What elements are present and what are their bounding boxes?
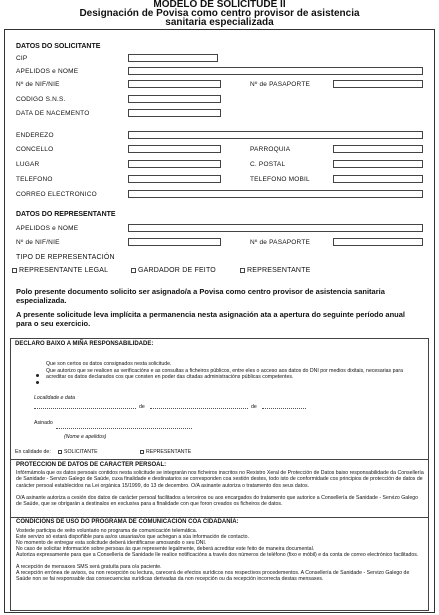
gardador-label: GARDADOR DE FEITO [138,267,216,274]
concello-label: CONCELLO [16,146,54,153]
apelidos-field[interactable] [128,67,423,75]
representante-legal-label: REPRESENTANTE LEGAL [19,267,109,274]
proteccion-cesion-text: O/A asinante autoriza a cesión dos datos de carácter persoal facilitados a terceiros ou aos encargados do tratamento que autorice a Consellería de Sanidade - Servizo Galego de Saúde, que se obrigarán a destinalos en exclusiva para a finalidade con que foron creados os ficheiros de datos. [16,495,418,508]
de-label-2: de [251,404,257,410]
cip-label: CIP [16,55,28,62]
rep-apelidos-label: APELIDOS e NOME [16,225,79,232]
condicion-3: No momento de entregar esta solicitude deberá identificarse amosando o seu DNI. [16,540,207,546]
representante-legal-checkbox[interactable] [12,268,17,273]
condicion-4: No caso de solicitar información sobre persoas ás que represente legalmente, deberá acreditar este feito de maneira documental. [16,546,315,552]
calidade-solicitante-checkbox[interactable] [58,450,62,454]
representante-section-title: DATOS DO REPRESENTANTE [16,211,116,218]
calidade-representante-label: REPRESENTANTE [146,449,192,455]
postal-label: C. POSTAL [250,161,286,168]
calidade-solicitante-label: SOLICITANTE [64,449,98,455]
mes-line[interactable] [150,408,248,409]
rep-pasaporte-label: Nº de PASAPORTE [250,239,311,246]
enderezo-field[interactable] [128,131,423,139]
calidade-representante-checkbox[interactable] [140,450,144,454]
representante-label: REPRESENTANTE [247,267,311,274]
proteccion-text: Infórmámola que os datos persoais contidos nesta solicitude se integrarán nos ficheiros inscritos no Rexistro Xeral de Protección de Datos baixo responsabilidade da Consellería de Sanidade - Servizo Galego de Saúde, cuxa finalidade e destinatarios se corresponden coa xestión destes, todo isto de conformidade cos principios de protección de datos de carácter persoal establecidos na Lei orgánica 15/1999, do 13 de decembro. O/A asinante autoriza o tratamento dos seus datos. [16,470,424,489]
postal-field[interactable] [333,160,423,168]
localidade-data-label: Localidade e data [34,395,75,401]
asinado-line[interactable] [56,428,192,429]
permanencia-statement: A presente solicitude leva implícita a permanencia nesta asignación ata a apertura do seguinte período anual para o seu exercicio. [16,310,406,328]
condicion-6: A recepción de mensaxes SMS será gratuíta para o/a paciente. [16,564,162,570]
calidade-label: En calidade de: [15,449,51,455]
declaro-bullet-2: Que autorizo que se realicen as verificacións e as consultas a ficheiros públicos, entre eles o acceso aos datos do DNI por medios dixitais, necesarias para acreditar os datos declarados cos que consten en poder das citadas administracións públicas competentes. [46,368,403,381]
ano-line[interactable] [262,408,306,409]
solicitude-statement: Polo presente documento solicito ser asignado/a a Povisa como centro provisor de asistencia sanitaria especializada. [16,287,385,305]
parroquia-field[interactable] [333,145,423,153]
condicions-title: CONDICIÓNS DE USO DO PROGRAMA DE COMUNICACIÓN COA CIDADANÍA: [16,519,239,525]
correo-label: CORREO ELECTRONICO [16,191,97,198]
correo-field[interactable] [128,190,423,198]
nacemento-field[interactable] [128,109,221,117]
bullet-dot [36,371,39,389]
solicitante-section-title: DATOS DO SOLICITANTE [16,43,101,50]
nome-apelidos-label: (Nome e apelidos) [64,434,107,440]
parroquia-label: PARROQUIA [250,146,291,153]
localidade-line[interactable] [34,408,136,409]
rep-pasaporte-field[interactable] [333,238,423,246]
telefono-mobil-field[interactable] [333,175,423,183]
telefono-field[interactable] [128,175,221,183]
calidade-solicitante-option[interactable] [58,449,98,455]
pasaporte-field[interactable] [333,80,423,88]
calidade-representante-option[interactable] [140,449,191,455]
tipo-representacion-label: TIPO DE REPRESENTACIÓN [16,254,115,261]
lugar-label: LUGAR [16,161,40,168]
gardador-checkbox[interactable] [131,268,136,273]
form-model-title: MODELO DE SOLICITUDE II [153,0,286,10]
codigo-sns-field[interactable] [128,95,221,103]
rep-nif-field[interactable] [128,238,221,246]
gardador-option[interactable] [131,267,216,274]
nif-field[interactable] [128,80,221,88]
de-label-1: de [139,404,145,410]
asinado-label: Asinado [34,420,53,426]
representante-legal-option[interactable] [12,267,108,274]
condicion-2: Este servizo só estará dispoñible para as/os usuarias/os que achegan a súa información de contacto. [16,534,249,540]
nif-label: Nº de NIF/NIE [16,81,60,88]
cip-field[interactable] [128,54,218,62]
telefono-mobil-label: TELEFONO MOBIL [250,176,310,183]
codigo-sns-label: CODIGO S.N.S. [16,96,66,103]
form-subtitle: sanitaria especializada [165,17,274,28]
concello-field[interactable] [128,145,221,153]
form-title: Designación de Povisa como centro provisor de asistencia [79,8,360,19]
rep-nif-label: Nº de NIF/NIE [16,239,60,246]
representante-option[interactable] [240,267,311,274]
proteccion-title: PROTECCION DE DATOS DE CARACTER PERSOAL: [16,462,167,468]
enderezo-label: ENDEREZO [16,132,54,139]
lugar-field[interactable] [128,160,221,168]
condicion-1: Vostede participa de xeito voluntario no programa de comunicación telemática. [16,528,198,534]
telefono-label: TELEFONO [16,176,53,183]
pasaporte-label: Nº de PASAPORTE [250,81,311,88]
representante-checkbox[interactable] [240,268,245,273]
declaro-title: DECLARO BAIXO A MIÑA RESPONSABILIDADE: [15,341,154,347]
condicion-5: Autoriza expresamente para que a Consellería de Sanidade lle realice notificacións a través dos números de teléfono (fixo e móbil) e da conta de correo electrónico facilitados. [16,552,419,558]
declaro-bullet-1: Que son certos os datos consignados nesta solicitude. [46,361,172,367]
apelidos-label: APELIDOS e NOME [16,68,79,75]
rep-apelidos-field[interactable] [128,224,423,232]
condicion-7: A recepción errónea de avisos, ou non recepción ou lectura, carecerá de efectos xurídicos nos respectivos procedementos. A Consellería de Sanidade - Servizo Galego de Saúde non se fai responsable das consecuencias xurídicas derivadas da non recepción ou da recepción incorrecta destas mensaxes. [16,570,410,583]
nacemento-label: DATA DE NACEMENTO [16,110,90,117]
